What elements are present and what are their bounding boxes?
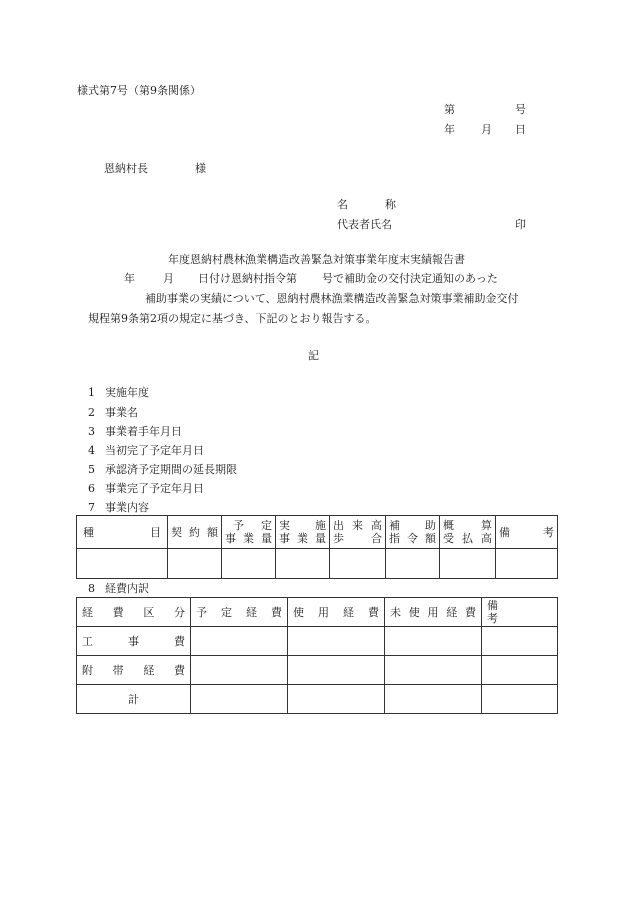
- table-cell[interactable]: [385, 656, 482, 685]
- table-cell[interactable]: [385, 627, 482, 656]
- header-progress-rate: 出来高 歩 合: [330, 516, 386, 549]
- header-estimated-payment: 概 算 受払高: [440, 516, 496, 549]
- header-planned-volume: 予 定 事業量: [222, 516, 276, 549]
- header-expense-category: 経費区分: [77, 598, 191, 627]
- table-cell[interactable]: [191, 685, 288, 714]
- body-year: 年: [124, 272, 135, 285]
- table-cell[interactable]: [482, 656, 558, 685]
- list-item: 5 承認済予定期間の延長期限: [88, 463, 237, 476]
- list-item: 6 事業完了予定年月日: [88, 482, 204, 495]
- table-header-row: [77, 516, 558, 549]
- header-category: 種 目: [77, 516, 168, 549]
- expense-breakdown-table: [76, 597, 558, 714]
- list-item: 7 事業内容: [88, 501, 149, 514]
- body-line-3: 規程第9条第2項の規定に基づき、下記のとおり報告する。: [88, 312, 377, 325]
- table-row: [77, 685, 558, 714]
- list-item: 1 実施年度: [88, 386, 149, 399]
- body-month: 月: [163, 272, 174, 285]
- table-cell[interactable]: [385, 685, 482, 714]
- doc-number-suffix: 号: [515, 103, 526, 116]
- table-cell[interactable]: [482, 685, 558, 714]
- table-row: [77, 656, 558, 685]
- ki-heading: 記: [308, 349, 319, 362]
- table-row: [77, 549, 558, 579]
- representative-label: 代表者氏名: [337, 218, 392, 231]
- table-cell[interactable]: [288, 627, 385, 656]
- table-header-row: [77, 598, 558, 627]
- table-cell[interactable]: [330, 549, 386, 579]
- row-label-total: 計: [77, 685, 191, 714]
- doc-number-prefix: 第: [444, 103, 455, 116]
- list-item: 3 事業着手年月日: [88, 425, 182, 438]
- list-item: 8 経費内訳: [88, 582, 149, 595]
- document-title: 年度恩納村農林漁業構造改善緊急対策事業年度末実績報告書: [168, 253, 465, 266]
- table-cell[interactable]: [496, 549, 558, 579]
- header-used-expense: 使用経費: [288, 598, 385, 627]
- body-line-2: 補助事業の実績について、恩納村農林漁業構造改善緊急対策事業補助金交付: [145, 292, 519, 305]
- header-remarks: 備 考: [496, 516, 558, 549]
- name-label-char1: 名: [337, 198, 348, 211]
- table-cell[interactable]: [288, 656, 385, 685]
- table-cell[interactable]: [288, 685, 385, 714]
- list-item: 4 当初完了予定年月日: [88, 444, 204, 457]
- table-cell[interactable]: [191, 627, 288, 656]
- row-label-ancillary: 附帯経費: [77, 656, 191, 685]
- table-cell[interactable]: [77, 549, 168, 579]
- table-cell[interactable]: [440, 549, 496, 579]
- date-month: 月: [481, 123, 492, 136]
- list-item: 2 事業名: [88, 406, 138, 419]
- table-cell[interactable]: [276, 549, 330, 579]
- table-cell[interactable]: [222, 549, 276, 579]
- form-number: 様式第7号（第9条関係）: [77, 84, 201, 97]
- seal-mark: 印: [515, 218, 526, 231]
- row-label-construction: 工事費: [77, 627, 191, 656]
- header-subsidy-order: 補 助 指令額: [386, 516, 440, 549]
- body-order-no: 号で補助金の交付決定通知のあった: [322, 272, 498, 285]
- addressee-honorific: 様: [195, 162, 206, 175]
- table-cell[interactable]: [386, 549, 440, 579]
- date-day: 日: [515, 123, 526, 136]
- header-actual-volume: 実 施 事業量: [276, 516, 330, 549]
- header-unused-expense: 未使用経費: [385, 598, 482, 627]
- header-remarks: 備 考: [482, 598, 558, 627]
- body-date-ref: 日付け恩納村指令第: [198, 272, 297, 285]
- table-cell[interactable]: [168, 549, 222, 579]
- header-contract-amount: 契約額: [168, 516, 222, 549]
- date-year: 年: [444, 123, 455, 136]
- name-label-char2: 称: [385, 198, 396, 211]
- project-content-table: [76, 515, 558, 579]
- table-cell[interactable]: [482, 627, 558, 656]
- addressee-name: 恩納村長: [104, 162, 148, 175]
- table-row: [77, 627, 558, 656]
- table-cell[interactable]: [191, 656, 288, 685]
- header-planned-expense: 予定経費: [191, 598, 288, 627]
